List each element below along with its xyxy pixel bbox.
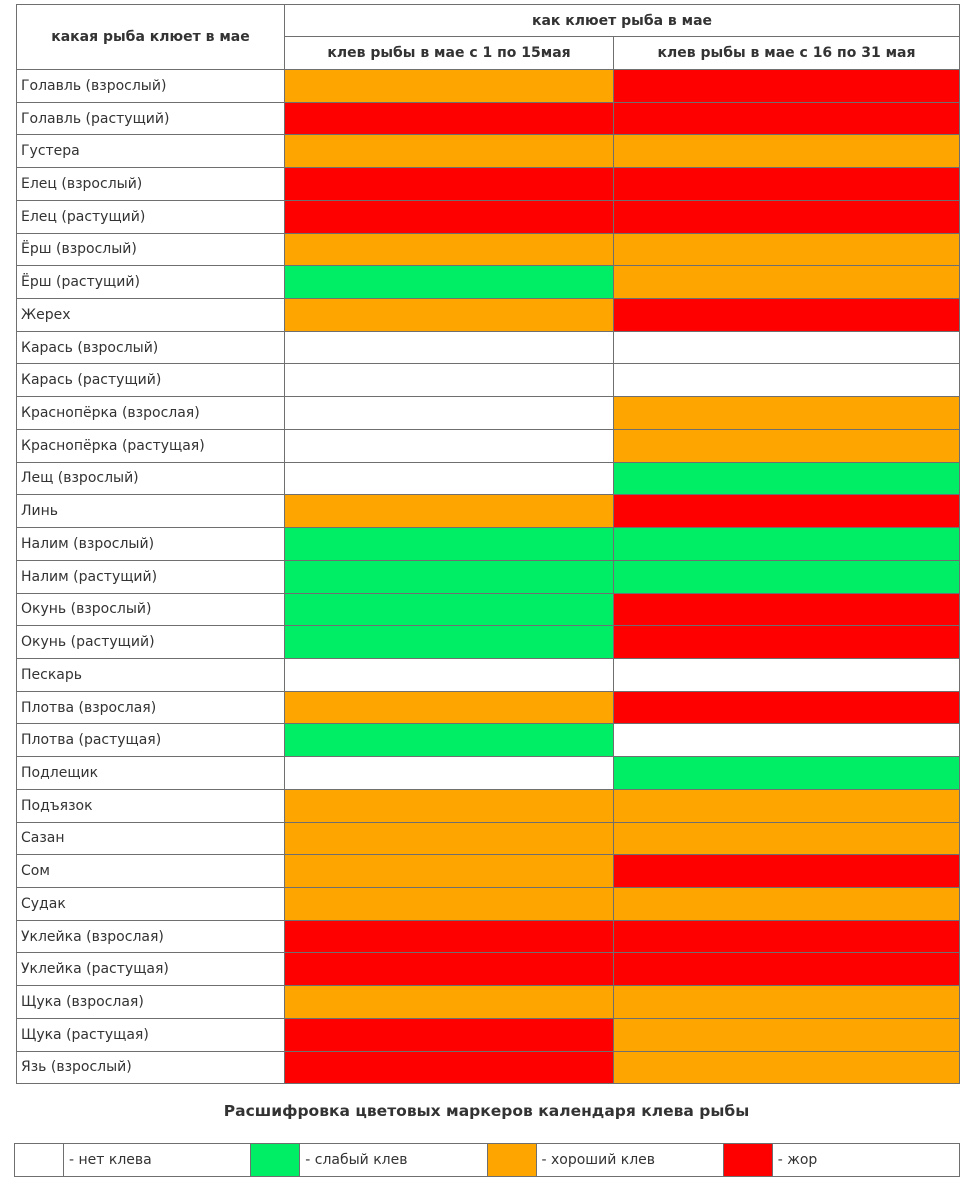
table-row	[17, 429, 960, 462]
bite-cell-p1-zhor	[285, 1018, 614, 1051]
bite-cell-p2-zhor	[614, 168, 960, 201]
bite-cell-p2-good	[614, 1051, 960, 1084]
bite-cell-p1-zhor	[285, 168, 614, 201]
bite-cell-p1-none	[285, 429, 614, 462]
bite-cell-p1-zhor	[285, 200, 614, 233]
table-row	[17, 822, 960, 855]
table-body	[17, 70, 960, 1084]
table-row	[17, 789, 960, 822]
legend-swatch-none	[15, 1144, 64, 1177]
table-row	[17, 397, 960, 430]
fish-name: Карась (взрослый)	[17, 331, 285, 364]
table-row	[17, 986, 960, 1019]
table-row	[17, 920, 960, 953]
bite-cell-p2-zhor	[614, 626, 960, 659]
legend-row	[15, 1144, 960, 1177]
bite-cell-p2-zhor	[614, 200, 960, 233]
bite-cell-p2-none	[614, 331, 960, 364]
bite-cell-p2-zhor	[614, 102, 960, 135]
table-row	[17, 528, 960, 561]
table-row	[17, 495, 960, 528]
table-row	[17, 266, 960, 299]
bite-cell-p1-weak	[285, 528, 614, 561]
fish-name: Лещ (взрослый)	[17, 462, 285, 495]
fish-name: Линь	[17, 495, 285, 528]
table-row	[17, 200, 960, 233]
fish-name: Густера	[17, 135, 285, 168]
bite-cell-p1-zhor	[285, 1051, 614, 1084]
bite-cell-p2-none	[614, 724, 960, 757]
fish-name: Щука (растущая)	[17, 1018, 285, 1051]
bite-cell-p1-good	[285, 70, 614, 103]
bite-cell-p2-good	[614, 789, 960, 822]
table-row	[17, 168, 960, 201]
bite-cell-p2-zhor	[614, 70, 960, 103]
fish-name: Язь (взрослый)	[17, 1051, 285, 1084]
table-row	[17, 1051, 960, 1084]
bite-cell-p2-zhor	[614, 691, 960, 724]
fish-column-header: какая рыба клюет в мае	[17, 5, 285, 70]
legend-swatch-zhor	[723, 1144, 772, 1177]
bite-cell-p1-weak	[285, 266, 614, 299]
table-row	[17, 560, 960, 593]
bite-cell-p1-weak	[285, 593, 614, 626]
fish-name: Плотва (растущая)	[17, 724, 285, 757]
bite-cell-p2-good	[614, 822, 960, 855]
legend-title: Расшифровка цветовых маркеров календаря клева рыбы	[223, 1102, 750, 1120]
fish-name: Елец (растущий)	[17, 200, 285, 233]
bite-cell-p1-good	[285, 691, 614, 724]
bite-cell-p1-none	[285, 331, 614, 364]
bite-cell-p2-zhor	[614, 495, 960, 528]
table-row	[17, 658, 960, 691]
table-row	[17, 691, 960, 724]
period2-header: клев рыбы в мае с 16 по 31 мая	[614, 37, 960, 70]
legend-swatch-good	[487, 1144, 536, 1177]
fish-name: Ёрш (растущий)	[17, 266, 285, 299]
fish-name: Окунь (взрослый)	[17, 593, 285, 626]
bite-cell-p1-none	[285, 658, 614, 691]
period1-header: клев рыбы в мае с 1 по 15мая	[285, 37, 614, 70]
bite-cell-p1-weak	[285, 724, 614, 757]
fish-name: Подъязок	[17, 789, 285, 822]
table-row	[17, 626, 960, 659]
legend-label-good: - хороший клев	[536, 1144, 723, 1177]
bite-cell-p2-weak	[614, 757, 960, 790]
bite-cell-p2-zhor	[614, 953, 960, 986]
fish-name: Елец (взрослый)	[17, 168, 285, 201]
table-row	[17, 462, 960, 495]
table-row	[17, 364, 960, 397]
bite-cell-p2-good	[614, 233, 960, 266]
fish-name: Пескарь	[17, 658, 285, 691]
fish-name: Налим (растущий)	[17, 560, 285, 593]
bite-cell-p1-good	[285, 822, 614, 855]
bite-cell-p1-none	[285, 364, 614, 397]
table-row	[17, 233, 960, 266]
legend-label-none: - нет клева	[64, 1144, 251, 1177]
bite-cell-p1-good	[285, 233, 614, 266]
bite-cell-p1-good	[285, 135, 614, 168]
bite-cell-p1-weak	[285, 626, 614, 659]
fish-name: Щука (взрослая)	[17, 986, 285, 1019]
fish-name: Окунь (растущий)	[17, 626, 285, 659]
fish-name: Жерех	[17, 299, 285, 332]
bite-cell-p2-good	[614, 429, 960, 462]
group-header: как клюет рыба в мае	[285, 5, 960, 37]
fish-name: Карась (растущий)	[17, 364, 285, 397]
bite-cell-p2-weak	[614, 528, 960, 561]
fish-name: Голавль (взрослый)	[17, 70, 285, 103]
table-row	[17, 953, 960, 986]
legend-swatch-weak	[251, 1144, 300, 1177]
bite-cell-p1-none	[285, 462, 614, 495]
bite-calendar-table	[16, 4, 960, 1084]
table-row	[17, 757, 960, 790]
bite-cell-p2-zhor	[614, 920, 960, 953]
color-legend	[14, 1143, 960, 1177]
bite-cell-p1-good	[285, 789, 614, 822]
legend-label-zhor: - жор	[772, 1144, 959, 1177]
bite-cell-p1-zhor	[285, 953, 614, 986]
legend-label-weak: - слабый клев	[300, 1144, 487, 1177]
bite-cell-p2-good	[614, 1018, 960, 1051]
bite-cell-p1-none	[285, 397, 614, 430]
fish-name: Краснопёрка (растущая)	[17, 429, 285, 462]
fish-name: Плотва (взрослая)	[17, 691, 285, 724]
bite-cell-p2-good	[614, 986, 960, 1019]
bite-cell-p2-zhor	[614, 299, 960, 332]
bite-cell-p1-good	[285, 986, 614, 1019]
fish-name: Голавль (растущий)	[17, 102, 285, 135]
bite-cell-p1-good	[285, 495, 614, 528]
bite-cell-p2-weak	[614, 462, 960, 495]
fish-name: Краснопёрка (взрослая)	[17, 397, 285, 430]
fish-name: Налим (взрослый)	[17, 528, 285, 561]
bite-cell-p2-none	[614, 658, 960, 691]
bite-cell-p2-good	[614, 135, 960, 168]
bite-cell-p1-good	[285, 887, 614, 920]
fish-name: Уклейка (растущая)	[17, 953, 285, 986]
bite-cell-p1-zhor	[285, 102, 614, 135]
table-row	[17, 593, 960, 626]
table-row	[17, 1018, 960, 1051]
bite-cell-p2-good	[614, 397, 960, 430]
bite-cell-p1-good	[285, 299, 614, 332]
table-row	[17, 331, 960, 364]
bite-cell-p2-weak	[614, 560, 960, 593]
bite-cell-p2-zhor	[614, 855, 960, 888]
bite-cell-p2-good	[614, 887, 960, 920]
bite-cell-p1-zhor	[285, 920, 614, 953]
bite-cell-p1-good	[285, 855, 614, 888]
fish-name: Сазан	[17, 822, 285, 855]
table-row	[17, 887, 960, 920]
fish-name: Судак	[17, 887, 285, 920]
bite-cell-p2-none	[614, 364, 960, 397]
table-row	[17, 102, 960, 135]
bite-cell-p2-good	[614, 266, 960, 299]
table-row	[17, 724, 960, 757]
bite-cell-p1-weak	[285, 560, 614, 593]
bite-cell-p1-none	[285, 757, 614, 790]
table-row	[17, 135, 960, 168]
fish-name: Уклейка (взрослая)	[17, 920, 285, 953]
fish-name: Подлещик	[17, 757, 285, 790]
table-row	[17, 299, 960, 332]
fish-name: Сом	[17, 855, 285, 888]
table-row	[17, 855, 960, 888]
table-row	[17, 70, 960, 103]
fish-name: Ёрш (взрослый)	[17, 233, 285, 266]
bite-cell-p2-zhor	[614, 593, 960, 626]
